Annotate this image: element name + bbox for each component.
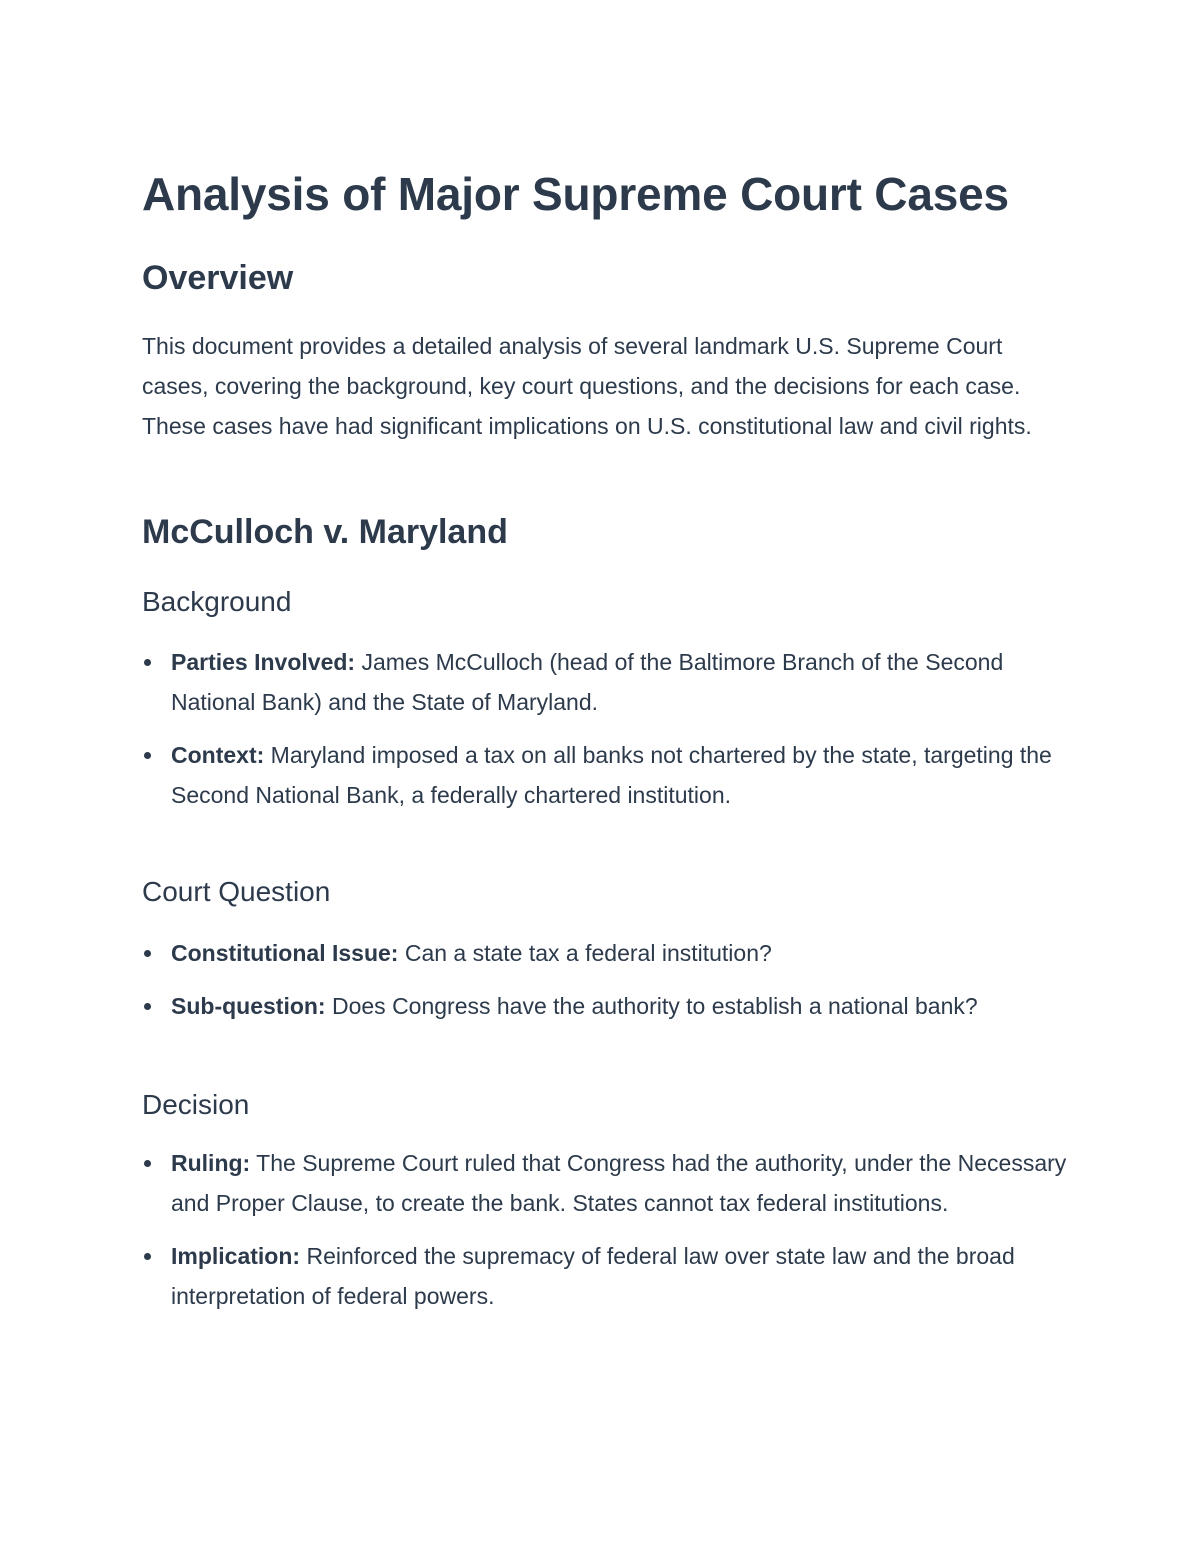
- item-label: Constitutional Issue:: [171, 940, 399, 966]
- item-label: Sub-question:: [171, 993, 326, 1019]
- case-heading: McCulloch v. Maryland: [142, 513, 508, 551]
- item-text: James McCulloch (head of the Baltimore Branch of the Second National Bank) and the State of Maryland.: [171, 649, 1004, 715]
- list-item: [142, 933, 1072, 973]
- bullet-icon: [144, 659, 151, 666]
- item-text: Reinforced the supremacy of federal law over state law and the broad interpretation of federal powers.: [171, 1243, 1015, 1309]
- list-item: [142, 642, 1072, 722]
- item-text: Can a state tax a federal institution?: [398, 940, 772, 966]
- list-item: [142, 1236, 1072, 1316]
- bullet-icon: [144, 1253, 151, 1260]
- item-text: The Supreme Court ruled that Congress had the authority, under the Necessary and Proper Clause, to create the bank. States cannot tax federal institutions.: [171, 1150, 1067, 1216]
- list-item: [142, 1143, 1072, 1223]
- item-text: Maryland imposed a tax on all banks not chartered by the state, targeting the Second National Bank, a federally chartered institution.: [171, 742, 1052, 808]
- list-item: [142, 735, 1072, 815]
- item-label: Ruling:: [171, 1150, 251, 1176]
- court-question-heading: Court Question: [142, 876, 331, 907]
- overview-heading: Overview: [142, 259, 294, 297]
- list-item: [142, 986, 1072, 1026]
- item-label: Parties Involved:: [171, 649, 356, 675]
- background-list: [142, 642, 1072, 815]
- decision-heading: Decision: [142, 1089, 250, 1120]
- item-label: Context:: [171, 742, 265, 768]
- bullet-icon: [144, 950, 151, 957]
- bullet-icon: [144, 752, 151, 759]
- document-title: Analysis of Major Supreme Court Cases: [142, 168, 1009, 220]
- bullet-icon: [144, 1003, 151, 1010]
- bullet-icon: [144, 1160, 151, 1167]
- item-label: Implication:: [171, 1243, 301, 1269]
- overview-paragraph: This document provides a detailed analysis of several landmark U.S. Supreme Court cases, covering the background, key court questions, and the decisions for each case. These cases have had significant implications on U.S. constitutional law and civil rights.: [142, 333, 1032, 439]
- decision-list: [142, 1143, 1072, 1316]
- item-text: Does Congress have the authority to establish a national bank?: [325, 993, 978, 1019]
- court-question-list: [142, 933, 1072, 1026]
- background-heading: Background: [142, 586, 292, 617]
